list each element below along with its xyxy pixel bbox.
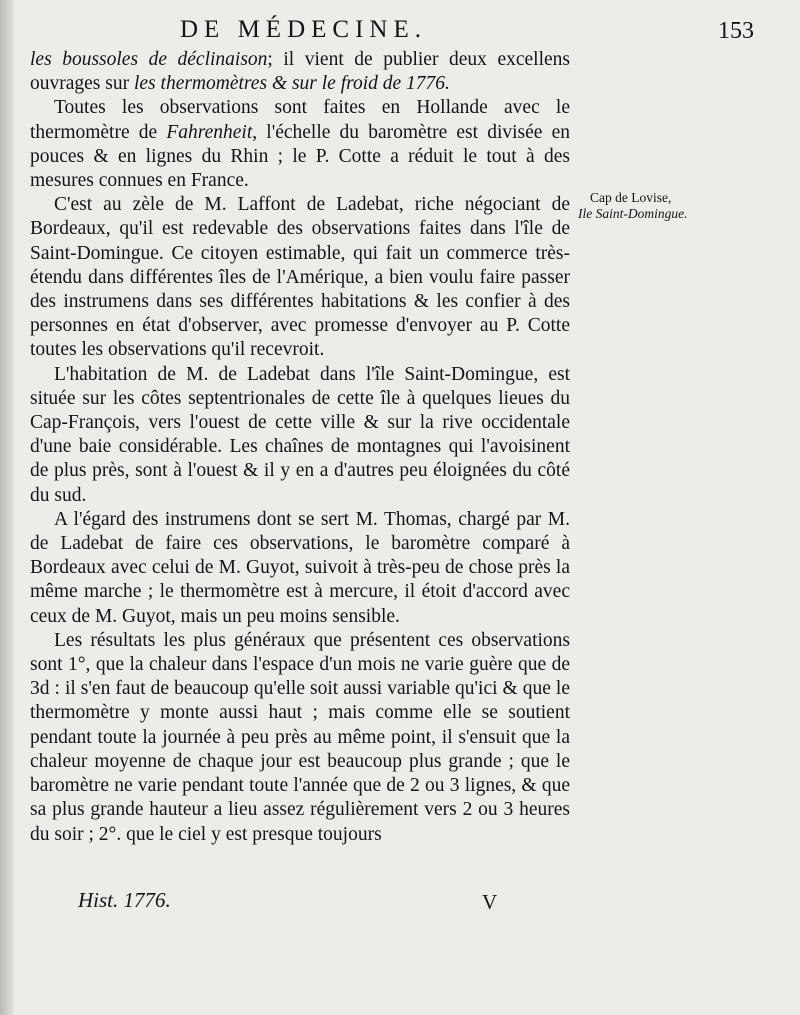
- page-header: [0, 14, 800, 44]
- page-footer: [0, 888, 800, 922]
- page-number: 153: [718, 18, 754, 44]
- page-gutter-shadow: [0, 0, 14, 1015]
- paragraph-1: [30, 48, 570, 96]
- signature-mark: Hist. 1776.: [78, 888, 171, 912]
- paragraph-2: [30, 96, 570, 193]
- body-text: [30, 48, 570, 847]
- signature-letter: V: [482, 890, 498, 914]
- running-head: DE MÉDECINE.: [180, 16, 427, 43]
- text-segment: Toutes les observations sont faites en Hollande avec le thermomètre de: [30, 97, 570, 143]
- paragraph-3: C'est au zèle de M. Laffont de Ladebat, riche négociant de Bordeaux, qu'il est redevable des observations faites dans l'île de Saint-Domingue. Ce citoyen estimable, qui fait un commerce très-étendu dans différentes îles de l'Amérique, a bien voulu faire passer des instrumens dans ses différentes habitations & les confier à des personnes en état d'observer, avec promesse d'envoyer au P. Cotte toutes les observations qu'il recevroit.: [30, 194, 570, 361]
- italic-text: les thermomètres & sur le froid de 1776.: [133, 73, 450, 95]
- paragraph-4: L'habitation de M. de Ladebat dans l'île Saint-Domingue, est située sur les côtes septentrionales de cette île à quelques lieues du Cap-François, vers l'ouest de cette ville & sur la rive occidentale d'une baie considérable. Les chaînes de montagnes qui l'avoisinent de plus près, sont à l'ouest & il y en a d'autres peu éloignées du côté du sud.: [30, 363, 570, 506]
- text-segment: , l'échelle du baromètre est divisée en pouces & en lignes du Rhin ; le P. Cotte a réduit le tout à des mesures connues en France.: [30, 121, 570, 192]
- italic-text: Fahrenheit: [166, 121, 253, 143]
- paragraph-5: A l'égard des instrumens dont se sert M. Thomas, chargé par M. de Ladebat de faire ces observations, le baromètre comparé à Bordeaux avec celui de M. Guyot, suivoit à très-peu de chose près la même marche ; le thermomètre est à mercure, il étoit d'accord avec ceux de M. Guyot, mais un peu moins sensible.: [30, 508, 570, 627]
- margin-note: [578, 190, 720, 222]
- text-segment: ; il vient de publier deux excellens ouvrages sur: [30, 49, 570, 95]
- margin-note-line-2: Ile Saint-Domingue.: [578, 206, 688, 221]
- margin-note-line-1: Cap de Lovise,: [590, 190, 672, 205]
- paragraph-6: Les résultats les plus généraux que présentent ces observations sont 1°, que la chaleur dans l'espace d'un mois ne varie guère que de 3d : il s'en faut de beaucoup qu'elle soit aussi variable qu'ici & que le thermomètre y monte aussi haut ; mais comme elle se soutient pendant toute la journée à peu près au même point, il s'ensuit que la chaleur moyenne de chaque jour est beaucoup plus grande ; que le baromètre ne varie pendant toute l'année que de 2 ou 3 lignes, & que sa plus grande hauteur a lieu assez régulièrement vers 2 ou 3 heures du soir ; 2°. que le ciel y est presque toujours: [30, 629, 570, 845]
- italic-text: les boussoles de déclinaison: [30, 49, 268, 70]
